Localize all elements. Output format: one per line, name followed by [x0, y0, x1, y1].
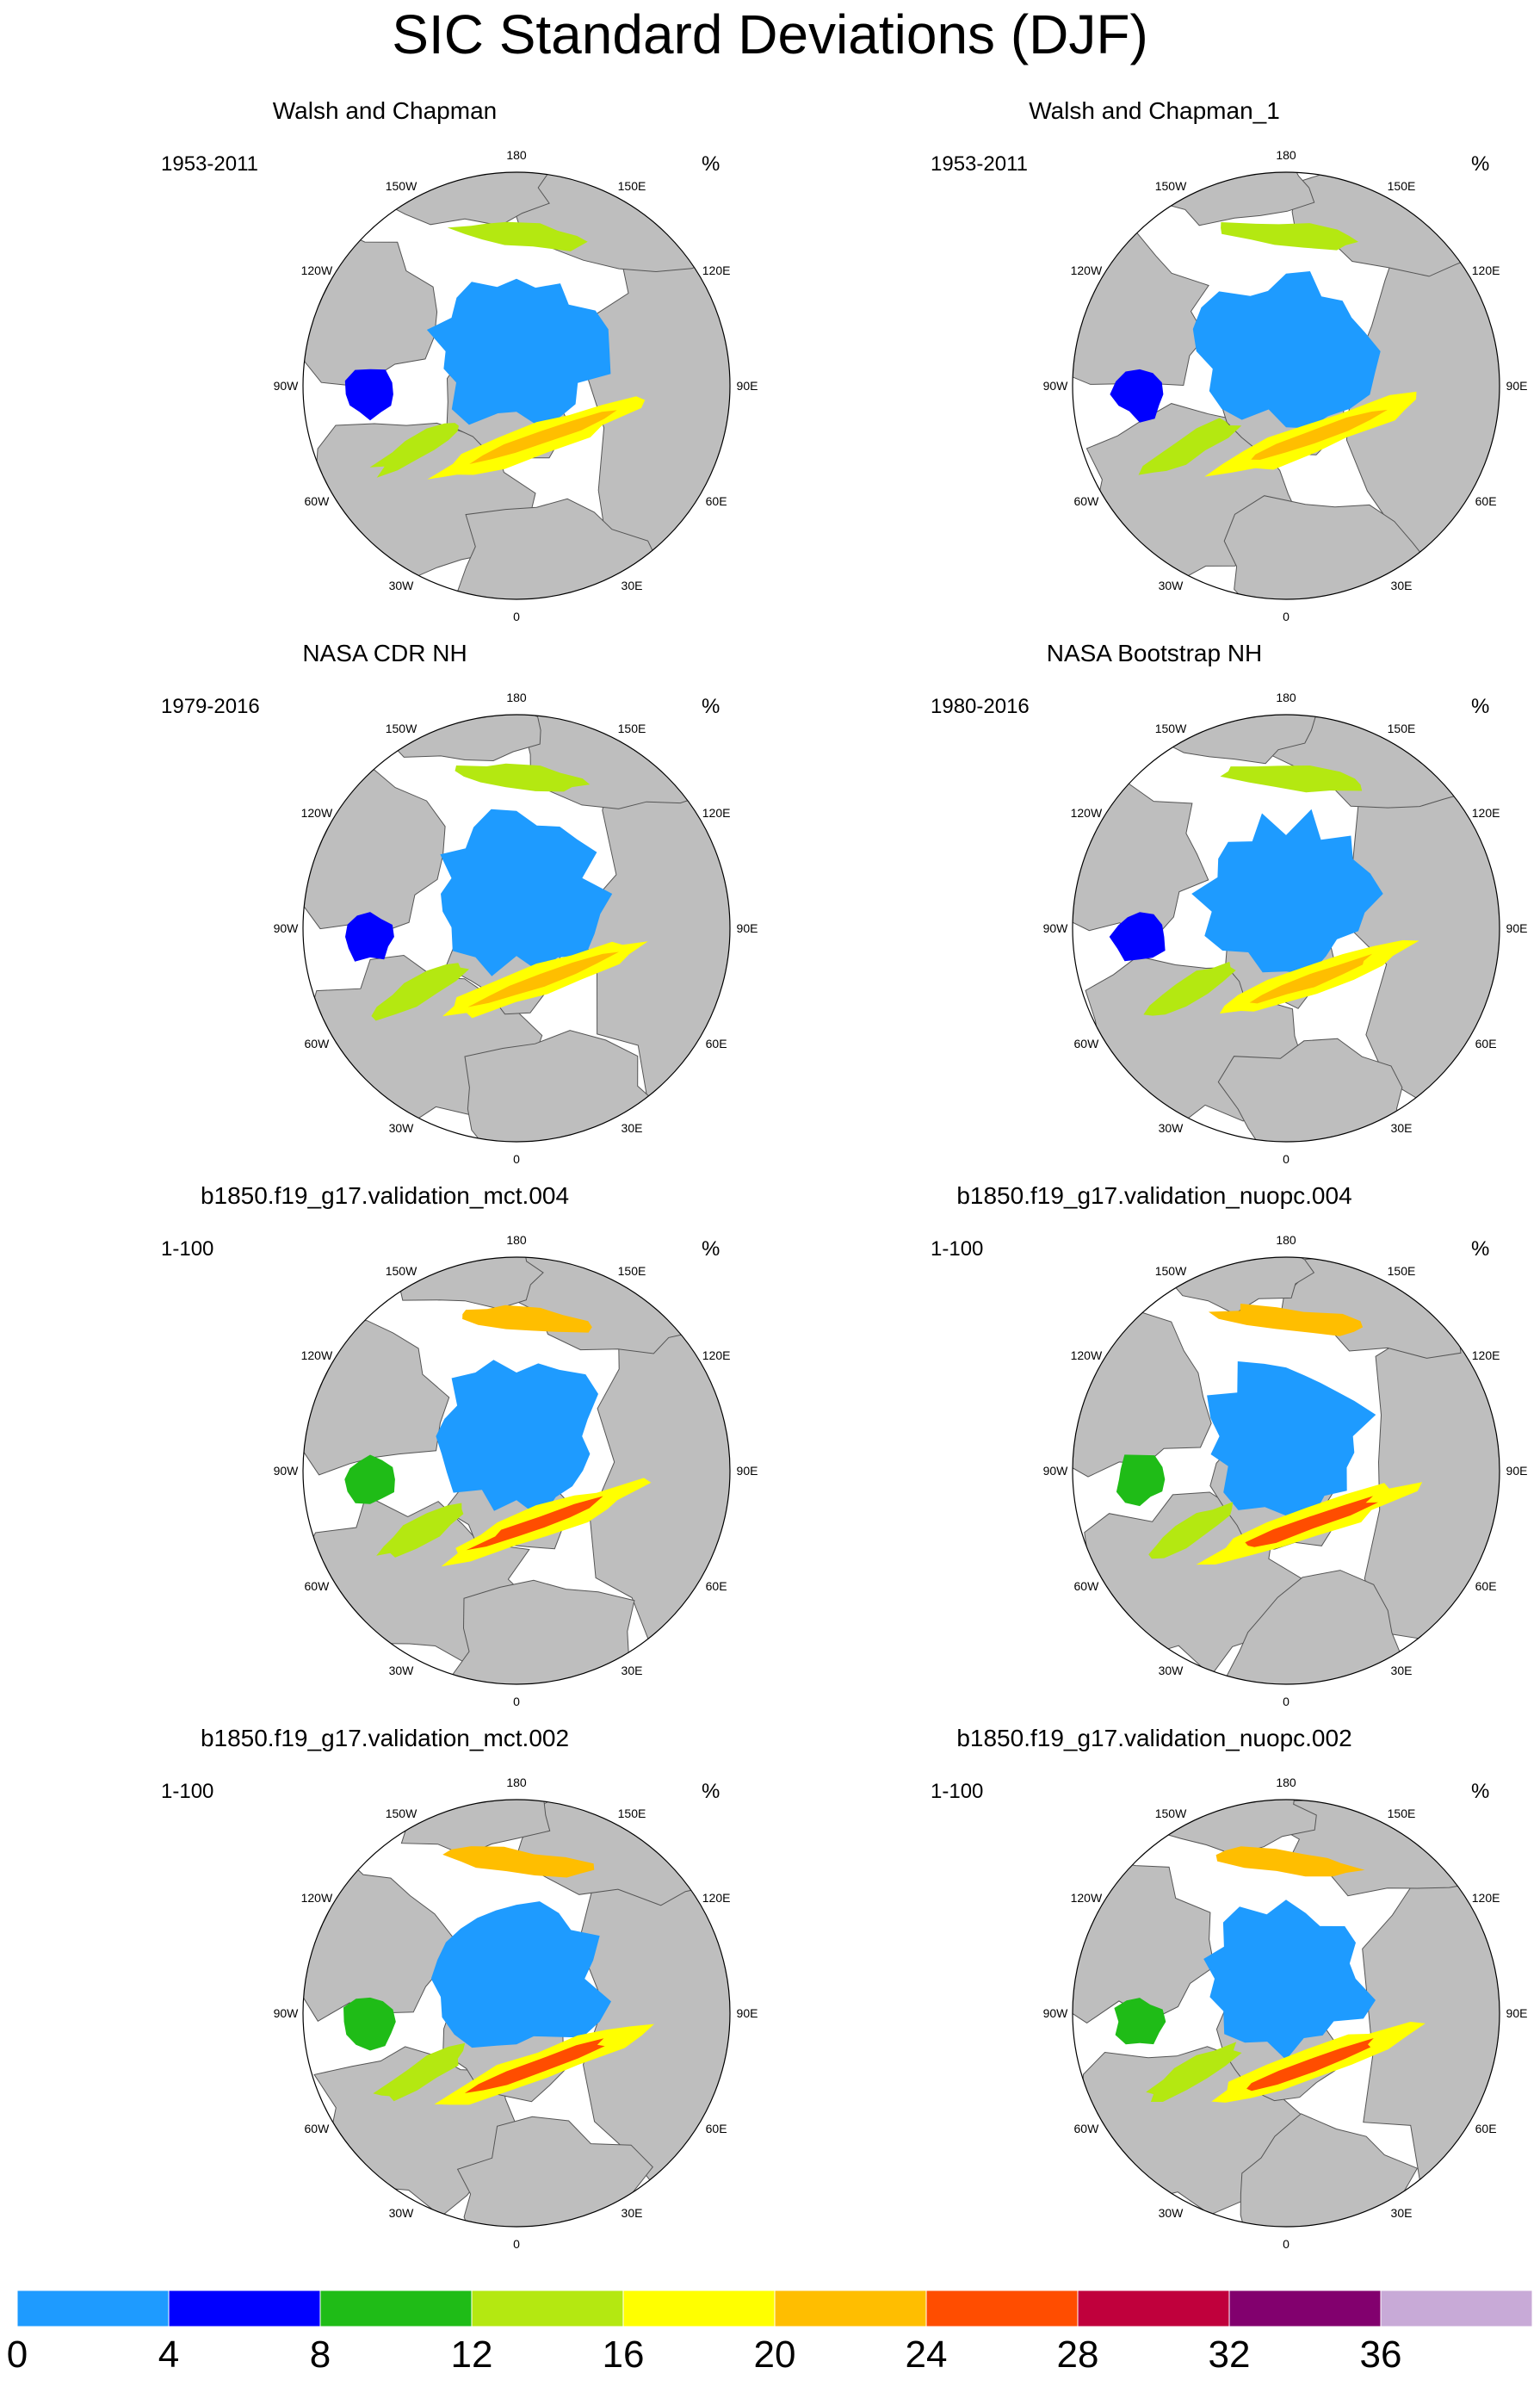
longitude-label: 120E [702, 806, 731, 820]
longitude-label: 30E [1390, 1121, 1413, 1136]
longitude-label: 150E [617, 1806, 646, 1820]
longitude-label: 120W [300, 263, 333, 277]
polar-map [0, 624, 770, 1167]
longitude-label: 0 [1283, 2237, 1290, 2251]
longitude-label: 60E [1475, 1037, 1497, 1050]
longitude-label: 0 [1283, 610, 1290, 623]
longitude-label: 120E [1471, 263, 1500, 277]
figure-title: SIC Standard Deviations (DJF) [392, 3, 1148, 65]
longitude-label: 30W [388, 2206, 414, 2221]
longitude-label: 120E [702, 263, 731, 277]
map-panel-5 [0, 1167, 770, 1709]
longitude-label: 0 [513, 2237, 520, 2251]
longitude-label: 120E [1471, 1891, 1500, 1905]
polar-map [0, 1709, 770, 2252]
longitude-label: 90E [736, 379, 758, 393]
panel-title: b1850.f19_g17.validation_mct.002 [200, 1725, 570, 1751]
map-panel-3 [0, 624, 770, 1167]
longitude-label: 60W [1073, 2122, 1099, 2135]
longitude-label: 150W [385, 721, 417, 735]
colorbar-bin [17, 2290, 169, 2327]
longitude-label: 60W [1073, 494, 1099, 508]
longitude-label: 0 [1283, 1695, 1290, 1708]
panel-unit: % [702, 152, 721, 176]
colorbar-tick-label: 12 [450, 2333, 493, 2376]
colorbar-tick-label: 16 [602, 2333, 645, 2376]
longitude-label: 90E [736, 921, 758, 935]
panel-range: 1953-2011 [161, 152, 258, 176]
longitude-label: 120W [1070, 263, 1103, 277]
panel-range: 1953-2011 [931, 152, 1028, 176]
longitude-label: 180 [506, 148, 527, 162]
panel-unit: % [1471, 152, 1490, 176]
colorbar-tick-label: 36 [1359, 2333, 1402, 2376]
panel-unit: % [1471, 695, 1490, 718]
longitude-label: 60W [304, 494, 330, 508]
longitude-label: 30E [1390, 2206, 1413, 2221]
colorbar-tick-label: 4 [158, 2333, 180, 2376]
panel-range: 1979-2016 [161, 695, 260, 718]
longitude-label: 60W [304, 1579, 330, 1593]
colorbar-bin [1078, 2290, 1229, 2327]
land [450, 1580, 634, 1709]
polar-map [770, 82, 1539, 624]
map-content [244, 1761, 770, 2252]
longitude-label: 180 [1276, 1776, 1296, 1789]
longitude-label: 30W [388, 1121, 414, 1136]
longitude-label: 90E [1506, 921, 1528, 935]
polar-map [0, 82, 770, 624]
longitude-label: 30W [1158, 1121, 1184, 1136]
colorbar-tick-label: 32 [1208, 2333, 1251, 2376]
colorbar-bin [926, 2290, 1078, 2327]
longitude-label: 90E [1506, 2006, 1528, 2020]
colorbar-tick-label: 8 [309, 2333, 331, 2376]
colorbar-bin [169, 2290, 320, 2327]
panel-title: b1850.f19_g17.validation_nuopc.004 [956, 1182, 1352, 1209]
longitude-label: 120E [1471, 1348, 1500, 1362]
polar-map [770, 1709, 1539, 2252]
longitude-label: 60E [1475, 1579, 1497, 1593]
longitude-label: 120W [1070, 1891, 1103, 1905]
colorbar-bin [623, 2290, 775, 2327]
longitude-label: 30E [621, 1664, 643, 1678]
colorbar-bin [1229, 2290, 1381, 2327]
panel-range: 1980-2016 [931, 695, 1030, 718]
longitude-label: 60E [705, 1579, 727, 1593]
longitude-label: 30E [1390, 579, 1413, 593]
map-content [1010, 661, 1539, 1167]
longitude-label: 90W [1042, 2006, 1068, 2020]
colorbar-bin [1381, 2290, 1532, 2327]
colorbar [17, 2290, 1532, 2327]
longitude-label: 150E [617, 178, 646, 193]
map-panel-2 [770, 82, 1539, 624]
panel-title: b1850.f19_g17.validation_mct.004 [200, 1182, 570, 1209]
longitude-label: 30E [1390, 1664, 1413, 1678]
panel-title: NASA CDR NH [302, 640, 467, 666]
longitude-label: 60E [705, 1037, 727, 1050]
longitude-label: 120E [1471, 806, 1500, 820]
map-content [1023, 1770, 1539, 2252]
colorbar-tick-label: 28 [1056, 2333, 1099, 2376]
map-content [1024, 1225, 1539, 1709]
longitude-label: 90W [1042, 921, 1068, 935]
longitude-label: 150E [1387, 1806, 1416, 1820]
longitude-label: 180 [1276, 691, 1296, 704]
longitude-label: 150W [1154, 178, 1187, 193]
panel-title: b1850.f19_g17.validation_nuopc.002 [956, 1725, 1352, 1751]
longitude-label: 180 [506, 1233, 527, 1247]
panel-range: 1-100 [161, 1237, 214, 1261]
polar-map [770, 624, 1539, 1167]
longitude-label: 150E [1387, 178, 1416, 193]
longitude-label: 90E [736, 1464, 758, 1478]
panel-unit: % [1471, 1237, 1490, 1261]
longitude-label: 60W [1073, 1579, 1099, 1593]
longitude-label: 30W [388, 1664, 414, 1678]
longitude-label: 0 [1283, 1152, 1290, 1166]
colorbar-tick-label: 20 [753, 2333, 796, 2376]
longitude-label: 0 [513, 1152, 520, 1166]
longitude-label: 30E [621, 579, 643, 593]
longitude-label: 30E [621, 2206, 643, 2221]
longitude-label: 60E [1475, 494, 1497, 508]
longitude-label: 180 [1276, 1233, 1296, 1247]
panel-unit: % [702, 695, 721, 718]
panel-range: 1-100 [931, 1237, 984, 1261]
longitude-label: 60W [1073, 1037, 1099, 1050]
panel-range: 1-100 [931, 1780, 984, 1803]
map-panel-1 [0, 82, 770, 624]
longitude-label: 90W [273, 2006, 299, 2020]
longitude-label: 90W [1042, 379, 1068, 393]
map-panel-4 [770, 624, 1539, 1167]
map-content [1010, 133, 1539, 624]
longitude-label: 150E [1387, 721, 1416, 735]
longitude-label: 30W [1158, 2206, 1184, 2221]
colorbar-bin [472, 2290, 623, 2327]
longitude-label: 30W [1158, 1664, 1184, 1678]
longitude-label: 60W [304, 1037, 330, 1050]
longitude-label: 180 [1276, 148, 1296, 162]
panel-range: 1-100 [161, 1780, 214, 1803]
map-panel-7 [0, 1709, 770, 2252]
panel-title: NASA Bootstrap NH [1046, 640, 1263, 666]
longitude-label: 90W [273, 1464, 299, 1478]
longitude-label: 150E [617, 721, 646, 735]
longitude-label: 60W [304, 2122, 330, 2135]
panel-unit: % [702, 1237, 721, 1261]
panel-unit: % [702, 1780, 721, 1803]
longitude-label: 0 [513, 1695, 520, 1708]
longitude-label: 150W [1154, 721, 1187, 735]
longitude-label: 150W [1154, 1806, 1187, 1820]
longitude-label: 120W [300, 806, 333, 820]
map-content [255, 138, 770, 625]
longitude-label: 60E [705, 494, 727, 508]
colorbar-bin [775, 2290, 926, 2327]
polar-map [0, 1167, 770, 1709]
longitude-label: 90E [1506, 379, 1528, 393]
longitude-label: 180 [506, 1776, 527, 1789]
map-content [247, 1235, 770, 1709]
longitude-label: 60E [705, 2122, 727, 2135]
longitude-label: 90E [1506, 1464, 1528, 1478]
longitude-label: 150E [617, 1263, 646, 1278]
longitude-label: 180 [506, 691, 527, 704]
colorbar-tick-label: 0 [6, 2333, 28, 2376]
longitude-label: 90W [1042, 1464, 1068, 1478]
longitude-label: 150W [385, 178, 417, 193]
longitude-label: 120W [300, 1348, 333, 1362]
colorbar-bin [320, 2290, 472, 2327]
longitude-label: 150W [385, 1263, 417, 1278]
longitude-label: 90W [273, 921, 299, 935]
map-panel-8 [770, 1709, 1539, 2252]
map-panel-6 [770, 1167, 1539, 1709]
longitude-label: 120W [1070, 1348, 1103, 1362]
panel-unit: % [1471, 1780, 1490, 1803]
longitude-label: 120E [702, 1891, 731, 1905]
longitude-label: 30W [388, 579, 414, 593]
panel-title: Walsh and Chapman_1 [1029, 97, 1280, 124]
panel-title: Walsh and Chapman [272, 97, 498, 124]
longitude-label: 30E [621, 1121, 643, 1136]
longitude-label: 120E [702, 1348, 731, 1362]
longitude-label: 120W [300, 1891, 333, 1905]
longitude-label: 150E [1387, 1263, 1416, 1278]
longitude-label: 60E [1475, 2122, 1497, 2135]
longitude-label: 120W [1070, 806, 1103, 820]
longitude-label: 30W [1158, 579, 1184, 593]
colorbar-tick-label: 24 [905, 2333, 948, 2376]
longitude-label: 150W [385, 1806, 417, 1820]
longitude-label: 150W [1154, 1263, 1187, 1278]
longitude-label: 90W [273, 379, 299, 393]
longitude-label: 90E [736, 2006, 758, 2020]
polar-map [770, 1167, 1539, 1709]
map-content [256, 691, 770, 1167]
longitude-label: 0 [513, 610, 520, 623]
